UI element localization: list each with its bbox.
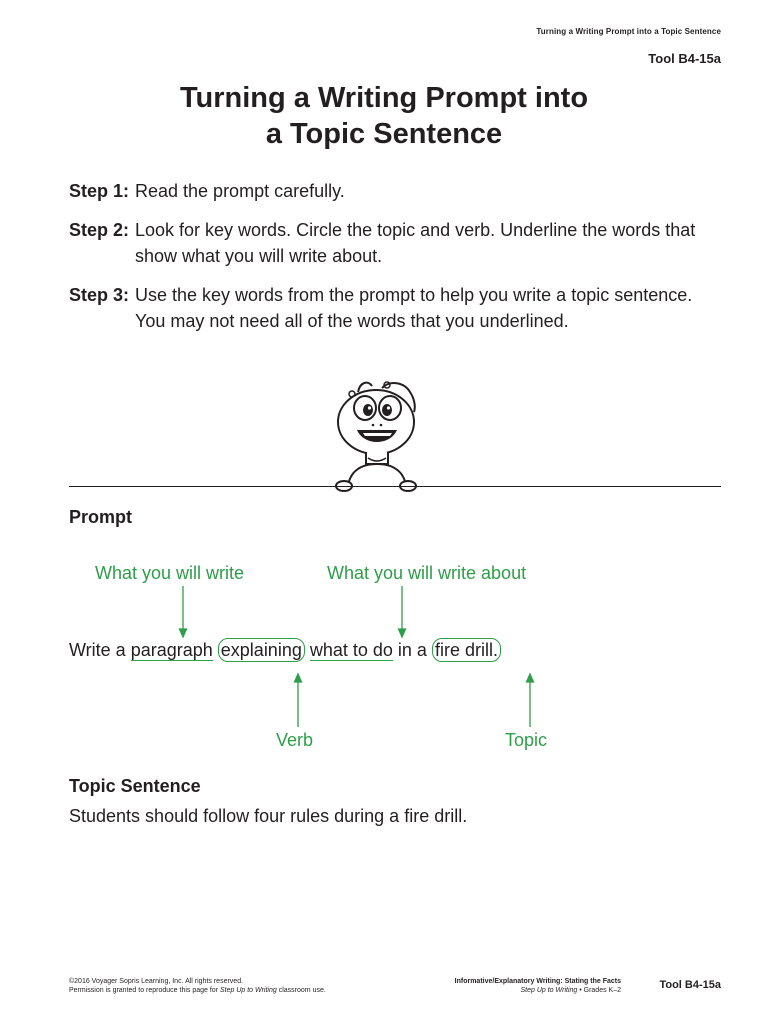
callout-verb: Verb	[276, 730, 314, 750]
step-text: Use the key words from the prompt to help you write a topic sentence. You may not need all of the words that you underlined.	[135, 285, 693, 331]
topic-sentence-heading: Topic Sentence	[69, 776, 201, 796]
step-label: Step 3:	[69, 285, 130, 305]
program-line: Step Up to Writing • Grades K–2	[520, 987, 621, 994]
prompt-sentence	[69, 637, 501, 663]
footer-series	[455, 977, 621, 995]
page-title-line-2: a Topic Sentence	[265, 118, 503, 150]
underlined-phrase: paragraph	[130, 640, 213, 660]
circled-verb: explaining	[218, 638, 305, 662]
page-title-line-1: Turning a Writing Prompt into	[179, 82, 589, 114]
footer-copyright	[69, 977, 326, 995]
step-label: Step 1:	[69, 181, 130, 201]
tool-id: Tool B4-15a	[648, 51, 721, 66]
prompt-text: in a	[392, 640, 432, 660]
prompt-text: Write a	[69, 640, 131, 660]
underlined-phrase: what to do	[309, 640, 393, 660]
permission-line: Permission is granted to reproduce this page for Step Up to Writing classroom use.	[69, 987, 326, 994]
step-text: Look for key words. Circle the topic and verb. Underline the words that show what you will write about.	[135, 220, 696, 266]
circled-topic: fire drill.	[432, 638, 501, 662]
callout-what-you-will-write: What you will write	[95, 563, 245, 583]
series-title: Informative/Explanatory Writing: Stating the Facts	[454, 978, 621, 985]
footer-tool-id: Tool B4-15a	[659, 979, 721, 991]
callout-topic: Topic	[505, 730, 548, 750]
step-text: Read the prompt carefully.	[135, 181, 345, 201]
prompt-heading: Prompt	[69, 507, 132, 527]
topic-sentence-answer: Students should follow four rules during a fire drill.	[69, 806, 468, 826]
callout-what-you-will-write-about: What you will write about	[327, 563, 527, 583]
running-head: Turning a Writing Prompt into a Topic Sentence	[536, 27, 721, 36]
copyright-line: ©2016 Voyager Sopris Learning, Inc. All rights reserved.	[69, 978, 244, 985]
step-label: Step 2:	[69, 220, 130, 240]
